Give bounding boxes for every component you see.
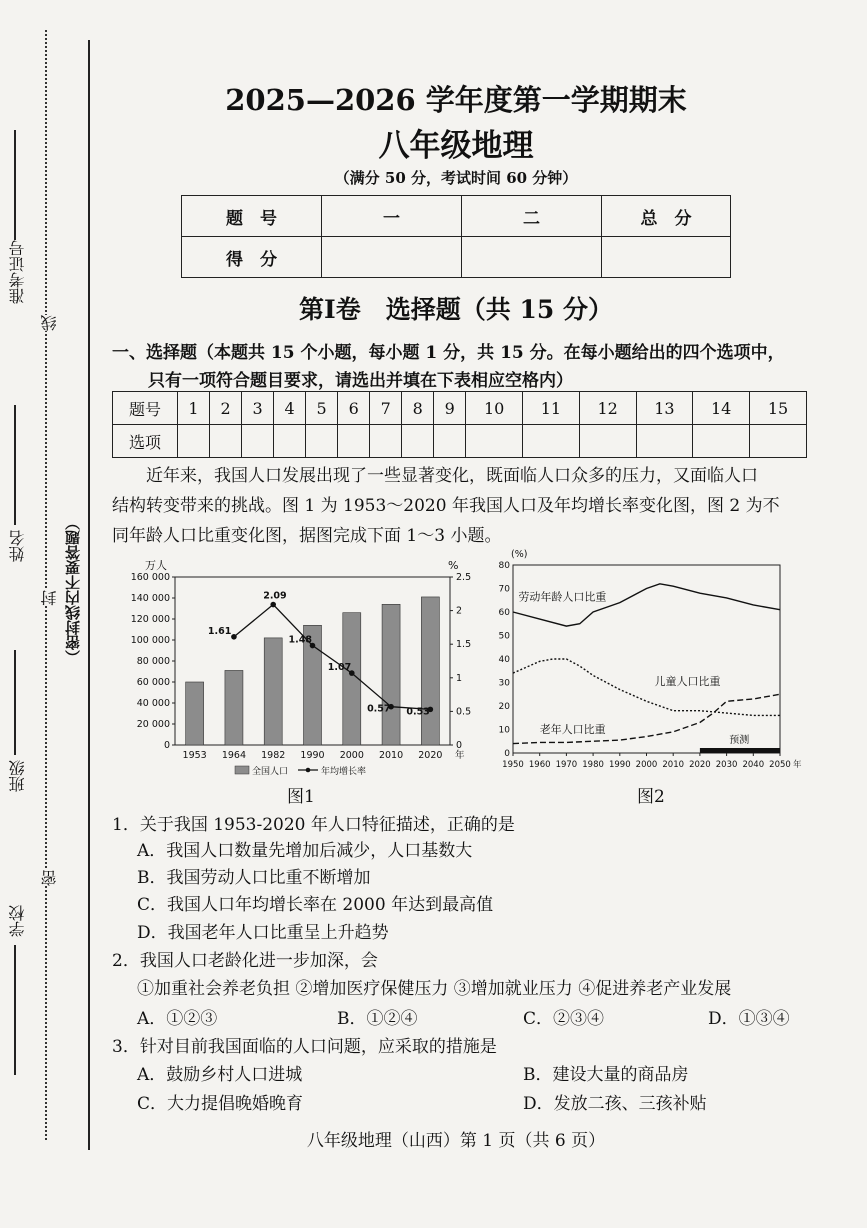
fig1-x-label-1953: 1953 — [182, 750, 207, 761]
answer-number-12: 12 — [579, 392, 636, 425]
fig2-x-tick-label: 1980 — [582, 760, 604, 770]
fig2-x-tick-label: 1970 — [555, 760, 578, 770]
answer-number-3: 3 — [242, 392, 274, 425]
fig2-x-tick-label: 2050 — [769, 760, 791, 770]
score-cell-part2[interactable] — [462, 237, 602, 278]
fig1-x-label-1990: 1990 — [300, 750, 325, 761]
fig1-left-tick-label: 0 — [163, 740, 170, 751]
fig2-x-tick-label: 1990 — [608, 760, 631, 770]
score-col-label: 题 号 — [182, 196, 322, 237]
q3-stem: 3．针对目前我国面临的人口问题，应采取的措施是 — [112, 1037, 497, 1057]
answer-number-11: 11 — [523, 392, 580, 425]
margin-divider — [88, 40, 90, 1150]
passage — [112, 461, 812, 551]
q3-option-a[interactable]: A．鼓励乡村人口进城 — [137, 1065, 303, 1085]
answer-cell-10[interactable] — [466, 425, 523, 458]
fig1-growth-label-1990: 1.48 — [288, 634, 312, 646]
answer-cell-8[interactable] — [402, 425, 434, 458]
answer-number-2: 2 — [210, 392, 242, 425]
fig2-y-tick-label: 60 — [498, 608, 510, 618]
fig2-y-tick-label: 10 — [498, 725, 510, 736]
fig1-left-unit: 万人 — [145, 559, 167, 572]
answer-cell-14[interactable] — [693, 425, 750, 458]
q1-option-b[interactable]: B．我国劳动人口比重不断增加 — [137, 868, 371, 888]
fig1-growth-rate-line — [234, 605, 430, 710]
fig2-series-line-1 — [513, 659, 780, 715]
seal-notice: （密封线内不要答题） — [64, 515, 82, 665]
fig2-series-label-0: 劳动年龄人口比重 — [518, 590, 607, 604]
fig1-left-tick-label: 60 000 — [136, 677, 170, 688]
fig1-growth-label-1982: 2.09 — [263, 590, 287, 602]
fig1-bar-2010 — [382, 604, 400, 745]
answer-cell-1[interactable] — [178, 425, 210, 458]
fig2-y-tick-label: 80 — [498, 561, 510, 571]
exam-year-title: 2025—2026 学年度第一学期期末 — [225, 83, 687, 117]
fig1-growth-label-2000: 1.07 — [327, 662, 352, 674]
answer-number-9: 9 — [434, 392, 466, 425]
q3-option-d[interactable]: D．发放二孩、三孩补贴 — [523, 1094, 707, 1114]
class-underline[interactable] — [14, 650, 16, 755]
score-cell-part1[interactable] — [322, 237, 462, 278]
answer-number-6: 6 — [338, 392, 370, 425]
fig2-x-tick-label: 1960 — [528, 760, 551, 770]
dotted-seal-line — [45, 30, 47, 1140]
q2-stem: 2．我国人口老龄化进一步加深，会 — [112, 951, 378, 971]
fig2-series-label-1: 儿童人口比重 — [654, 674, 721, 688]
score-col-part1: 一 — [322, 196, 462, 237]
fig1-legend-bar-swatch — [235, 766, 249, 774]
fig1-growth-label-2010: 0.57 — [367, 703, 391, 715]
fig2-x-tick-label: 2040 — [742, 760, 765, 770]
fig2-x-unit: 年 — [793, 760, 802, 770]
q2-option-b[interactable]: B．①②④ — [337, 1009, 418, 1029]
score-cell-total[interactable] — [602, 237, 731, 278]
answer-cell-13[interactable] — [636, 425, 693, 458]
fig2-x-tick-label: 2010 — [662, 760, 685, 770]
answer-number-1: 1 — [178, 392, 210, 425]
fig2-y-tick-label: 70 — [498, 584, 510, 595]
fig1-right-tick-label: 0.5 — [456, 706, 472, 718]
answer-option-label: 选项 — [113, 425, 178, 458]
answer-number-10: 10 — [466, 392, 523, 425]
school-underline[interactable] — [14, 945, 16, 1075]
answer-cell-5[interactable] — [306, 425, 338, 458]
section-intro-1: 一、选择题（本题共 15 个小题，每小题 1 分，共 15 分。在每小题给出的四个选项中， — [112, 343, 785, 363]
fig1-left-tick-label: 120 000 — [130, 614, 170, 625]
fig1-growth-label-1964: 1.61 — [207, 625, 232, 637]
class-label: 班级 — [8, 760, 27, 792]
fig1-x-label-2020: 2020 — [418, 750, 443, 761]
answer-number-label: 题号 — [113, 392, 178, 425]
answer-cell-11[interactable] — [523, 425, 580, 458]
fig2-y-tick-label: 30 — [498, 678, 510, 689]
answer-number-5: 5 — [306, 392, 338, 425]
fig1-bar-1964 — [225, 670, 243, 745]
answer-table — [112, 391, 807, 458]
name-label: 姓名 — [8, 530, 27, 562]
q1-option-d[interactable]: D．我国老年人口比重呈上升趋势 — [137, 923, 389, 943]
answer-cell-4[interactable] — [274, 425, 306, 458]
fig2-x-tick-label: 2030 — [715, 760, 738, 770]
q1-stem: 1．关于我国 1953-2020 年人口特征描述，正确的是 — [112, 815, 515, 835]
answer-cell-15[interactable] — [750, 425, 807, 458]
fig1-bar-1953 — [186, 682, 204, 745]
fig1-left-tick-label: 40 000 — [136, 698, 170, 709]
q1-option-a[interactable]: A．我国人口数量先增加后减少，人口基数大 — [137, 841, 473, 861]
figure-1-caption: 图1 — [287, 787, 315, 807]
fig1-growth-point-1964 — [231, 634, 237, 640]
fig1-left-tick-label: 100 000 — [130, 635, 170, 646]
fig2-y-tick-label: 50 — [498, 631, 510, 642]
figure-2-age-structure-chart — [495, 545, 815, 780]
figure-1-population-chart — [120, 555, 480, 785]
subject-title: 八年级地理 — [378, 128, 534, 164]
school-label: 学校 — [8, 905, 27, 937]
fig1-growth-label-2020: 0.53 — [406, 706, 430, 718]
fig2-y-unit: (%) — [511, 549, 528, 560]
fig2-y-tick-label: 0 — [504, 749, 510, 759]
passage-line-1: 近年来，我国人口发展出现了一些显著变化，既面临人口众多的压力，又面临人口 — [146, 466, 758, 486]
answer-number-4: 4 — [274, 392, 306, 425]
answer-number-14: 14 — [693, 392, 750, 425]
fig1-x-label-2010: 2010 — [378, 750, 404, 761]
fig1-left-tick-label: 160 000 — [130, 572, 170, 583]
q3-option-b[interactable]: B．建设大量的商品房 — [523, 1065, 689, 1085]
fig2-x-tick-label: 2020 — [689, 760, 711, 770]
fig2-forecast-label: 预测 — [729, 735, 750, 746]
answer-number-13: 13 — [636, 392, 693, 425]
fig1-right-tick-label: 1.5 — [456, 639, 472, 651]
fig1-legend-bar-label: 全国人口 — [252, 767, 289, 777]
score-row-label: 得 分 — [182, 237, 322, 278]
score-col-total: 总 分 — [602, 196, 731, 237]
fig1-x-label-2000: 2000 — [339, 750, 364, 761]
fig1-right-unit: % — [448, 559, 459, 572]
fig2-x-tick-label: 1950 — [502, 760, 524, 770]
section-title: 第Ⅰ卷 选择题（共 15 分） — [299, 295, 613, 324]
answer-number-15: 15 — [750, 392, 807, 425]
answer-cell-6[interactable] — [338, 425, 370, 458]
passage-line-2: 结构转变带来的挑战。图 1 为 1953～2020 年我国人口及年均增长率变化图，图 2 为不 — [112, 496, 780, 516]
name-underline[interactable] — [14, 405, 16, 525]
seal-char: 封 — [40, 590, 59, 606]
score-col-part2: 二 — [462, 196, 602, 237]
page-footer: 八年级地理（山西）第 1 页（共 6 页） — [306, 1131, 606, 1151]
answer-number-7: 7 — [370, 392, 402, 425]
fig1-x-label-1964: 1964 — [221, 750, 247, 761]
fig1-x-label-1982: 1982 — [261, 750, 286, 761]
fig1-right-tick-label: 2 — [456, 605, 463, 617]
fig2-series-label-2: 老年人口比重 — [539, 723, 606, 737]
q2-option-c[interactable]: C．②③④ — [523, 1009, 605, 1029]
figure-2-caption: 图2 — [637, 787, 665, 807]
q3-option-c[interactable]: C．大力提倡晚婚晚育 — [137, 1094, 304, 1114]
fig1-right-tick-label: 2.5 — [456, 572, 472, 583]
score-table — [181, 195, 731, 278]
fig1-legend-line-label: 年均增长率 — [321, 767, 367, 777]
secret-char: 密 — [40, 870, 59, 886]
fig2-x-tick-label: 2000 — [635, 760, 658, 770]
fig1-left-tick-label: 80 000 — [136, 656, 170, 667]
fig2-y-tick-label: 20 — [498, 702, 510, 712]
fig1-left-tick-label: 20 000 — [136, 719, 170, 730]
fig1-x-unit: 年 — [455, 750, 465, 761]
fig2-y-tick-label: 40 — [498, 655, 510, 665]
answer-cell-3[interactable] — [242, 425, 274, 458]
q2-items: ①加重社会养老负担 ②增加医疗保健压力 ③增加就业压力 ④促进养老产业发展 — [137, 979, 732, 999]
answer-cell-9[interactable] — [434, 425, 466, 458]
fig1-right-tick-label: 0 — [456, 740, 463, 751]
fig2-forecast-band — [700, 748, 780, 753]
exam-note: （满分 50 分，考试时间 60 分钟） — [334, 169, 578, 187]
answer-cell-12[interactable] — [579, 425, 636, 458]
fig1-left-tick-label: 140 000 — [130, 593, 170, 604]
exam-no-label: 准考证号 — [8, 240, 27, 304]
q2-option-d[interactable]: D．①③④ — [708, 1009, 790, 1029]
answer-number-8: 8 — [402, 392, 434, 425]
section-intro-2: 只有一项符合题目要求，请选出并填在下表相应空格内） — [148, 371, 573, 391]
fig1-bar-2020 — [421, 597, 439, 745]
passage-line-3: 同年龄人口比重变化图，据图完成下面 1～3 小题。 — [112, 526, 502, 546]
fig1-bar-1982 — [264, 638, 282, 745]
q2-option-a[interactable]: A．①②③ — [137, 1009, 218, 1029]
q1-option-c[interactable]: C．我国人口年均增长率在 2000 年达到最高值 — [137, 895, 494, 915]
answer-cell-2[interactable] — [210, 425, 242, 458]
fig1-growth-point-1982 — [270, 602, 276, 608]
answer-cell-7[interactable] — [370, 425, 402, 458]
fig1-right-tick-label: 1 — [456, 672, 463, 684]
fig1-legend-line-marker — [306, 768, 311, 773]
seal-line-char: 线 — [40, 315, 59, 331]
